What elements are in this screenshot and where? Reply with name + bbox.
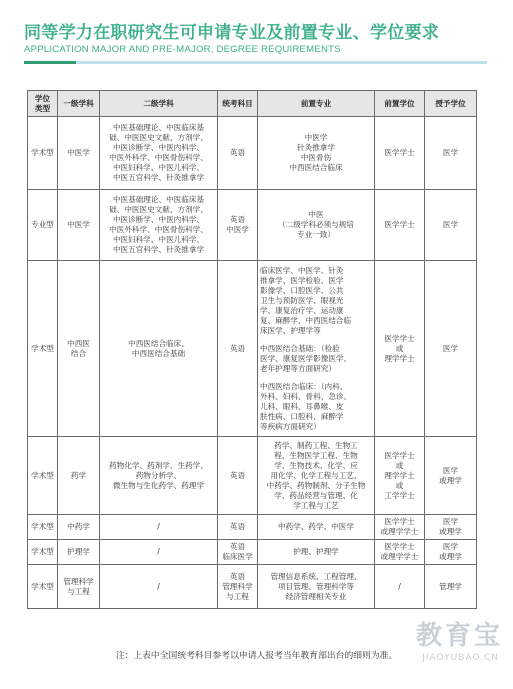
cell-awarded-degree	[425, 515, 477, 540]
cell-awarded-degree	[425, 565, 477, 609]
cell-exam-subject	[218, 540, 258, 565]
table-row	[28, 565, 477, 609]
cell-pre-major-line: 药学、制药工程、生物工	[274, 440, 358, 450]
cell-pre-major	[258, 540, 375, 565]
cell-exam-subject-line: 英语	[229, 343, 246, 353]
column-header-second-discipline	[100, 91, 218, 117]
cell-second-discipline	[100, 190, 218, 261]
pre-major-block-line: 推拿学、医学检验、医学	[260, 275, 344, 285]
cell-pre-degree-line: 医学学士	[384, 542, 415, 551]
cell-pre-degree-line: 医学学士	[384, 148, 415, 157]
cell-second-discipline-line: 中医基础理论、中医临床基	[112, 123, 205, 132]
cell-pre-major-line: 中西医结合临床	[289, 163, 343, 172]
column-header-line: 学位	[34, 93, 51, 103]
cell-pre-degree	[375, 261, 425, 437]
cell-pre-major-line: 用化学、化学工程与工艺、	[270, 470, 362, 480]
column-header-line: 二级学科	[143, 98, 174, 108]
cell-exam-subject	[218, 117, 258, 190]
cell-degree-type-line: 学术型	[31, 148, 54, 157]
watermark-logo	[383, 615, 503, 673]
requirements-table	[27, 90, 477, 609]
column-header-degree-type	[28, 91, 58, 117]
watermark-text: 教育宝	[415, 621, 503, 651]
cell-pre-major-line: 程、生物医学工程、生物	[274, 450, 358, 460]
cell-awarded-degree-line: 或理学	[439, 527, 462, 536]
cell-second-discipline	[100, 565, 218, 609]
cell-pre-major-line: 中医	[308, 210, 324, 219]
cell-second-discipline	[100, 437, 218, 515]
cell-second-discipline-line: 础、中医医史文献、方剂学、	[109, 205, 208, 214]
cell-awarded-degree	[425, 261, 477, 437]
pre-major-block-line: 卫生与预防医学、眼视光	[260, 295, 344, 305]
watermark-url: JIAOYUBAO.CN	[422, 653, 499, 663]
cell-exam-subject-line: 英语	[229, 542, 246, 551]
cell-awarded-degree	[425, 117, 477, 190]
cell-degree-type	[28, 261, 58, 437]
cell-awarded-degree-line: 医学	[442, 517, 459, 526]
cell-second-discipline-line: /	[157, 547, 160, 556]
table-row	[28, 540, 477, 565]
cell-pre-degree	[375, 540, 425, 565]
cell-pre-major-line: 护理、护理学	[293, 547, 339, 556]
cell-pre-degree-line: 理学学士	[384, 470, 415, 480]
cell-second-discipline-line: 中医妇科学、中医儿科学、	[112, 163, 205, 172]
cell-second-discipline-line: 中医诊断学、中医内科学、	[112, 215, 205, 224]
pre-major-block-line: 肤性病、口腔科、麻醉学	[260, 411, 344, 421]
cell-pre-major	[258, 565, 375, 609]
pre-major-block-line: 中西医结合基础：（检验	[260, 343, 340, 353]
cell-awarded-degree-line: 医学	[442, 148, 459, 157]
cell-pre-major-line: 中药学、药物制剂、分子生物	[266, 480, 366, 490]
pre-major-block-line: 老年护理等方面研究）	[260, 363, 336, 373]
cell-exam-subject-line: 英语	[229, 522, 246, 531]
cell-pre-major-line: 专业一致）	[297, 230, 335, 239]
column-header-pre-degree	[375, 91, 425, 117]
cell-pre-major	[258, 190, 375, 261]
page-title: 同等学力在职研究生可申请专业及前置专业、学位要求	[24, 23, 440, 43]
cell-second-discipline-line: 中西医结合临床、	[128, 338, 189, 348]
cell-pre-major-line: 中药学、药学、中医学	[278, 522, 354, 531]
cell-second-discipline-line: 中医外科学、中医骨伤科学、	[109, 153, 208, 162]
cell-pre-degree	[375, 565, 425, 609]
cell-second-discipline	[100, 540, 218, 565]
pre-major-block-line: 复、麻醉学、中西医结合临	[260, 315, 352, 325]
cell-degree-type	[28, 515, 58, 540]
cell-exam-subject-line: 英语	[229, 148, 246, 157]
pre-major-block-line: 儿科、眼科、耳鼻喉、皮	[260, 401, 344, 411]
cell-first-discipline-line: 管理科学	[63, 576, 94, 586]
cell-pre-degree-line: 或	[395, 480, 404, 490]
cell-second-discipline-line: 中西医结合基础	[131, 348, 186, 358]
cell-awarded-degree-line: 医学	[442, 220, 459, 229]
cell-first-discipline	[58, 565, 100, 609]
cell-second-discipline-line: 药物分析学、	[135, 470, 182, 480]
cell-pre-degree-line: 或	[395, 343, 404, 353]
cell-pre-major	[258, 437, 375, 515]
column-header-awarded-degree	[425, 91, 477, 117]
cell-first-discipline-line: 药学	[70, 470, 87, 480]
cell-first-discipline	[58, 437, 100, 515]
cell-degree-type	[28, 565, 58, 609]
cell-pre-degree	[375, 437, 425, 515]
cell-exam-subject-line: 英语	[229, 470, 246, 480]
cell-degree-type	[28, 437, 58, 515]
cell-first-discipline	[58, 540, 100, 565]
cell-pre-major-line: 项目管理、管理科学等	[278, 581, 354, 591]
table-row	[28, 437, 477, 515]
cell-pre-degree	[375, 515, 425, 540]
cell-awarded-degree	[425, 540, 477, 565]
cell-awarded-degree-line: 或理学	[439, 552, 462, 561]
cell-awarded-degree-line: 或理学	[439, 475, 462, 485]
pre-major-block-line: 中西医结合临床：（内科、	[260, 381, 348, 391]
cell-pre-degree-line: 或	[395, 460, 404, 470]
cell-degree-type	[28, 117, 58, 190]
cell-exam-subject	[218, 190, 258, 261]
cell-exam-subject-line: 中医学	[226, 225, 249, 234]
cell-pre-major-line: 中医学	[304, 133, 328, 142]
pre-major-block-line: 学、康复治疗学、运动康	[260, 305, 344, 315]
column-header-exam-subject	[218, 91, 258, 117]
column-header-line: 类型	[34, 103, 51, 113]
cell-pre-degree-line: 医学学士	[384, 333, 415, 343]
block-gap	[260, 336, 372, 344]
cell-awarded-degree-line: 医学	[442, 542, 459, 551]
cell-pre-major	[258, 515, 375, 540]
cell-pre-degree-line: 工学学士	[384, 490, 415, 500]
cell-second-discipline-line: 中医诊断学、中医内科学、	[112, 143, 205, 152]
block-gap	[260, 374, 372, 382]
cell-second-discipline	[100, 117, 218, 190]
table-row	[28, 117, 477, 190]
cell-exam-subject-line: 英语	[229, 571, 246, 581]
cell-first-discipline-line: 结合	[70, 348, 87, 358]
cell-pre-major-line: 针灸推拿学	[297, 143, 335, 152]
cell-awarded-degree	[425, 190, 477, 261]
cell-first-discipline-line: 护理学	[67, 547, 90, 556]
cell-first-discipline-line: 中西医	[67, 338, 90, 348]
pre-major-block-line: 床医学、护理学等	[260, 325, 321, 335]
cell-first-discipline	[58, 261, 100, 437]
cell-second-discipline-line: 药物化学、药剂学、生药学、	[109, 460, 208, 470]
cell-degree-type	[28, 190, 58, 261]
cell-pre-degree-line: 理学学士	[384, 353, 415, 363]
cell-second-discipline	[100, 515, 218, 540]
cell-first-discipline-line: 中医学	[67, 220, 90, 229]
cell-first-discipline-line: 与工程	[67, 586, 90, 596]
cell-exam-subject-line: 英语	[229, 215, 246, 224]
column-header-first-discipline	[58, 91, 100, 117]
cell-degree-type	[28, 540, 58, 565]
cell-pre-major	[258, 117, 375, 190]
cell-first-discipline	[58, 190, 100, 261]
column-header-line: 授予学位	[435, 98, 466, 108]
column-header-line: 统考科目	[222, 98, 253, 108]
cell-exam-subject-line: 管理科学	[222, 581, 253, 591]
table-row	[28, 190, 477, 261]
cell-degree-type-line: 学术型	[31, 522, 54, 531]
cell-awarded-degree-line: 管理学	[439, 581, 462, 591]
cell-second-discipline	[100, 261, 218, 437]
pre-major-block-line: 影像学、口腔医学、公共	[260, 285, 344, 295]
cell-first-discipline	[58, 117, 100, 190]
cell-pre-major-line: 管理信息系统、工程管理、	[270, 571, 362, 581]
cell-second-discipline-line: 中医外科学、中医骨伤科学、	[109, 225, 208, 234]
cell-second-discipline-line: 中医妇科学、中医儿科学、	[112, 235, 205, 244]
cell-pre-degree-line: 或理学学士	[380, 552, 419, 561]
cell-awarded-degree	[425, 437, 477, 515]
cell-second-discipline-line: 中医五官科学、针灸推拿学	[112, 245, 205, 254]
pre-major-block-line: 外科、妇科、骨科、急诊、	[260, 391, 352, 401]
cell-pre-major-line: 学、药品经营与管理、化	[274, 490, 358, 500]
cell-pre-degree-line: 医学学士	[384, 220, 415, 229]
cell-degree-type-line: 学术型	[31, 581, 54, 591]
cell-exam-subject	[218, 261, 258, 437]
cell-first-discipline-line: 中药学	[67, 522, 90, 531]
cell-second-discipline-line: 础、中医医史文献、方剂学、	[109, 133, 208, 142]
pre-major-block-line: 医学、康复医学影像医学、	[260, 353, 352, 363]
column-header-line: 前置专业	[300, 98, 332, 108]
cell-exam-subject	[218, 565, 258, 609]
table-row	[28, 261, 477, 437]
table-row	[28, 515, 477, 540]
cell-pre-degree	[375, 117, 425, 190]
cell-pre-major-line: 学、生物技术、化学、应	[274, 460, 358, 470]
cell-second-discipline-line: /	[157, 522, 160, 531]
footnote: 注：上表中全国统考科目参考以申请人报考当年教育部出台的细则为准。	[115, 651, 398, 661]
cell-exam-subject	[218, 515, 258, 540]
cell-pre-degree-line: 医学学士	[384, 450, 415, 460]
cell-second-discipline-line: 中医五官科学、针灸推拿学	[112, 173, 205, 182]
cell-degree-type-line: 学术型	[31, 470, 54, 480]
pre-major-block-line: 临床医学、中医学、针灸	[260, 265, 344, 275]
pre-major-block-line: 等疾病方面研究）	[260, 421, 321, 431]
cell-exam-subject-line: 与工程	[226, 591, 249, 601]
column-header-line: 一级学科	[63, 98, 94, 108]
cell-awarded-degree-line: 医学	[442, 343, 459, 353]
table-header-row	[28, 91, 477, 117]
cell-pre-degree	[375, 190, 425, 261]
cell-degree-type-line: 学术型	[31, 343, 54, 353]
cell-pre-major-line: （二级学科必须与规培	[278, 220, 354, 229]
cell-second-discipline-line: 中医基础理论、中医临床基	[112, 195, 205, 204]
cell-degree-type-line: 学术型	[31, 547, 54, 556]
cell-pre-degree-line: /	[398, 581, 401, 591]
cell-exam-subject-line: 临床医学	[222, 552, 253, 561]
cell-exam-subject	[218, 437, 258, 515]
cell-degree-type-line: 专业型	[31, 220, 54, 229]
cell-second-discipline-line: /	[157, 581, 160, 591]
cell-pre-major	[258, 261, 375, 437]
page-subtitle: APPLICATION MAJOR AND PRE-MAJOR, DEGREE REQUIREMENTS	[24, 44, 341, 55]
cell-awarded-degree-line: 医学	[442, 465, 459, 475]
cell-pre-degree-line: 或理学学士	[380, 527, 419, 536]
cell-first-discipline-line: 中医学	[67, 148, 90, 157]
cell-second-discipline-line: 微生物与生化药学、药理学	[112, 480, 205, 490]
cell-pre-major-line: 中医骨伤	[300, 153, 332, 162]
column-header-pre-major	[258, 91, 375, 117]
cell-pre-degree-line: 医学学士	[384, 517, 415, 526]
title-divider	[24, 61, 487, 64]
cell-pre-major-line: 学工程与工艺	[293, 500, 339, 510]
column-header-line: 前置学位	[384, 98, 415, 108]
cell-first-discipline	[58, 515, 100, 540]
cell-pre-major-line: 经济管理相关专业	[285, 591, 347, 601]
